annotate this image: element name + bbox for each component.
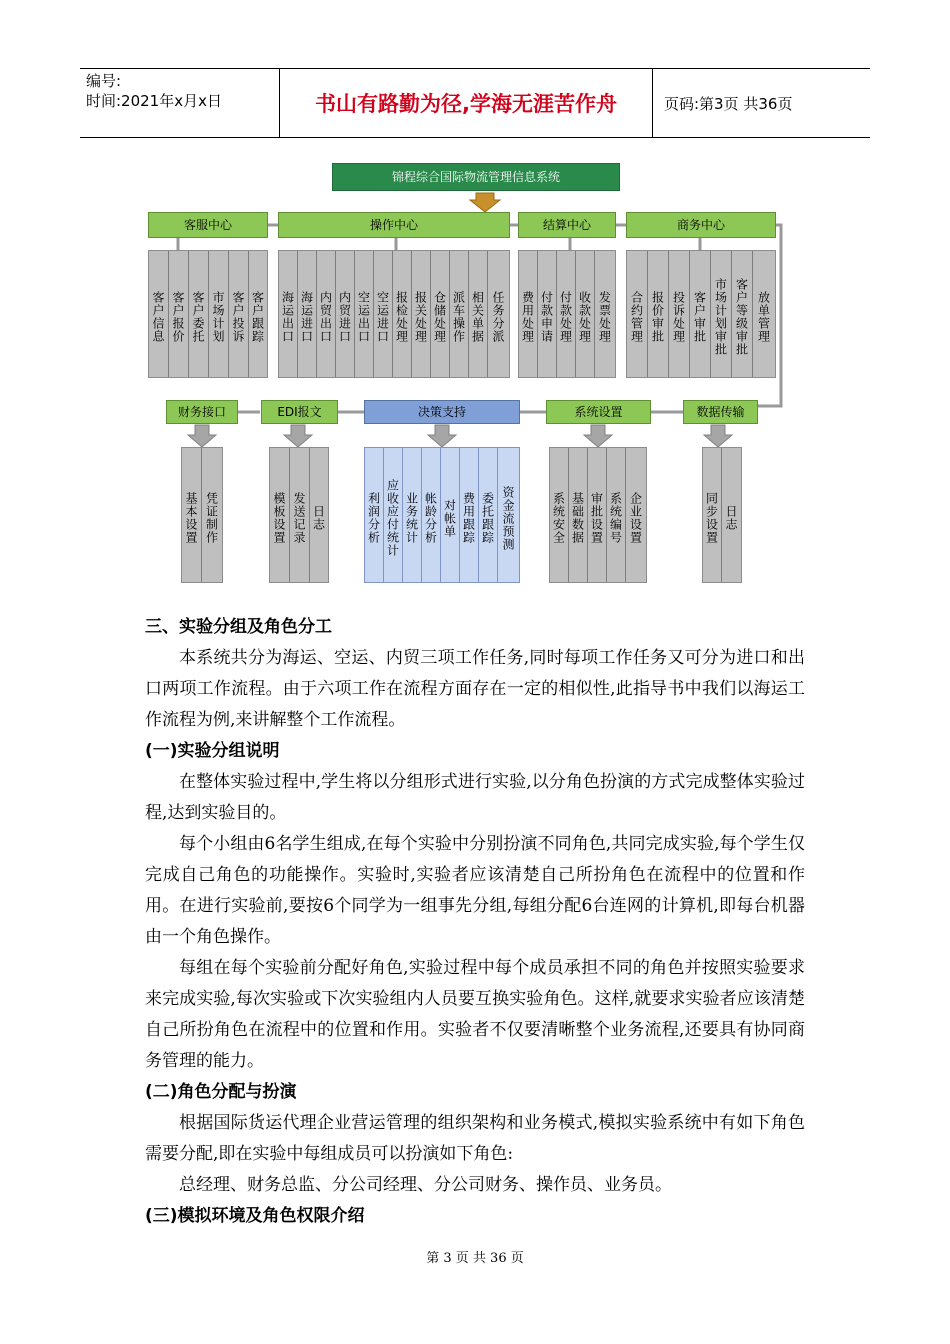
item-label: 空运进口	[375, 291, 390, 343]
item-box	[469, 251, 488, 377]
item-label: 系统安全	[551, 492, 566, 544]
item-box	[669, 251, 690, 377]
item-label: 付款申请	[539, 291, 554, 343]
panel-settlement	[518, 250, 616, 378]
item-box	[626, 448, 646, 582]
item-box	[149, 251, 169, 377]
item-box	[202, 448, 222, 582]
item-box	[711, 251, 732, 377]
panel-business	[626, 250, 776, 378]
item-box	[422, 448, 441, 582]
item-label: 日志	[724, 505, 738, 531]
group-header-data-transfer: 数据传输	[683, 400, 758, 424]
item-box	[169, 251, 189, 377]
paragraph: 每组在每个实验前分配好角色,实验过程中每个成员承担不同的角色并按照实验要求来完成实验,每次实验或下次实验组内人员要互换实验角色。这样,就要求实验者应该清楚自己所扮角色在流程中的位置和作用。实验者不仅要清晰整个业务流程,还要具有协同商务管理的能力。	[145, 958, 805, 1071]
item-label: 费用处理	[520, 291, 535, 343]
item-label: 应收应付统计	[385, 479, 400, 557]
group-header-service: 客服中心	[148, 212, 268, 238]
page-footer: 第 3 页 共 36 页	[426, 1251, 524, 1266]
subsection-title: (三)模拟环境及角色权限介绍	[145, 1206, 365, 1226]
item-label: 相关单据	[470, 291, 485, 343]
item-label: 客户投诉	[231, 291, 245, 343]
item-label: 报关处理	[413, 291, 428, 343]
item-label: 客户审批	[692, 291, 707, 343]
item-label: 市场计划	[211, 291, 225, 343]
paragraph: 每个小组由6名学生组成,在每个实验中分别扮演不同角色,共同完成实验,每个学生仅完成自己角色的功能操作。实验时,实验者应该清楚自己所扮角色在流程中的位置和作用。在进行实验前,要按6个同学为一组事先分组,每组分配6台连网的计算机,即每台机器由一个角色操作。	[145, 834, 805, 947]
item-box	[229, 251, 249, 377]
page-header	[80, 68, 870, 138]
item-box	[722, 448, 741, 582]
item-box	[393, 251, 412, 377]
panel-data-transfer	[702, 447, 742, 583]
item-box	[270, 448, 290, 582]
item-label: 客户跟踪	[250, 291, 265, 343]
panel-service	[148, 250, 268, 378]
item-box	[310, 448, 328, 582]
diagram-title-box: 锦程综合国际物流管理信息系统	[332, 163, 620, 191]
item-box	[365, 448, 384, 582]
item-label: 海运出口	[280, 291, 295, 343]
item-label: 发票处理	[597, 291, 612, 343]
panel-edi	[269, 447, 329, 583]
item-box	[403, 448, 422, 582]
item-box	[576, 251, 595, 377]
item-label: 系统编号	[608, 492, 623, 544]
panel-system-settings	[549, 447, 647, 583]
item-box	[569, 448, 588, 582]
item-label: 内贸进口	[337, 291, 352, 343]
item-box	[627, 251, 648, 377]
paragraph: 本系统共分为海运、空运、内贸三项工作任务,同时每项工作任务又可分为进口和出口两项工作流程。由于六项工作在流程方面存在一定的相似性,此指导书中我们以海运工作流程为例,来讲解整个工作流程。	[145, 648, 805, 730]
item-box	[279, 251, 298, 377]
item-box	[298, 251, 317, 377]
item-box	[607, 448, 626, 582]
item-box	[355, 251, 374, 377]
panel-operation	[278, 250, 510, 378]
item-box	[336, 251, 355, 377]
item-label: 利润分析	[366, 492, 381, 544]
group-header-settlement: 结算中心	[518, 212, 616, 238]
item-label: 客户委托	[191, 291, 205, 343]
item-label: 收款处理	[577, 291, 592, 343]
item-label: 基础数据	[570, 492, 585, 544]
item-box	[249, 251, 267, 377]
group-header-business: 商务中心	[626, 212, 776, 238]
item-box	[189, 251, 209, 377]
item-label: 付款处理	[558, 291, 573, 343]
item-box	[648, 251, 669, 377]
item-label: 委托跟踪	[480, 492, 495, 544]
item-label: 任务分派	[491, 291, 505, 343]
group-header-edi: EDI报文	[261, 400, 338, 424]
item-box	[557, 251, 576, 377]
item-box	[182, 448, 202, 582]
item-box	[690, 251, 711, 377]
item-label: 客户报价	[171, 291, 185, 343]
item-label: 空运出口	[356, 291, 371, 343]
paragraph: 在整体实验过程中,学生将以分组形式进行实验,以分角色扮演的方式完成整体实验过程,达到实验目的。	[145, 772, 805, 823]
item-label: 放单管理	[756, 291, 771, 343]
item-label: 市场计划审批	[713, 278, 728, 356]
item-label: 模板设置	[272, 492, 286, 544]
item-label: 凭证制作	[204, 492, 219, 544]
item-box	[538, 251, 557, 377]
item-label: 报检处理	[394, 291, 409, 343]
time-label: 时间:2021年x月x日	[86, 92, 222, 110]
number-label: 编号:	[86, 72, 122, 90]
item-box	[595, 251, 615, 377]
item-box	[488, 251, 509, 377]
group-header-finance-interface: 财务接口	[166, 400, 238, 424]
group-header-decision: 决策支持	[364, 400, 520, 424]
item-label: 投诉处理	[671, 291, 686, 343]
item-label: 客户等级审批	[734, 278, 749, 356]
item-box	[290, 448, 310, 582]
item-label: 客户信息	[151, 291, 165, 343]
item-label: 内贸出口	[318, 291, 333, 343]
item-box	[317, 251, 336, 377]
item-label: 仓储处理	[432, 291, 447, 343]
subsection-title: (二)角色分配与扮演	[145, 1082, 297, 1102]
item-label: 基本设置	[184, 492, 198, 544]
item-label: 合约管理	[629, 291, 644, 343]
item-box	[441, 448, 460, 582]
paragraph: 总经理、财务总监、分公司经理、分公司财务、操作员、业务员。	[179, 1175, 672, 1195]
item-label: 帐龄分析	[423, 492, 438, 544]
item-box	[431, 251, 450, 377]
item-box	[519, 251, 538, 377]
item-label: 同步设置	[704, 492, 719, 544]
section-title: 三、实验分组及角色分工	[145, 617, 332, 637]
item-box	[479, 448, 498, 582]
item-box	[384, 448, 403, 582]
item-box	[460, 448, 479, 582]
item-box	[703, 448, 722, 582]
item-box	[412, 251, 431, 377]
paragraph: 根据国际货运代理企业营运管理的组织架构和业务模式,模拟实验系统中有如下角色需要分配,即在实验中每组成员可以扮演如下角色:	[145, 1113, 805, 1164]
group-header-operation: 操作中心	[278, 212, 510, 238]
item-box	[450, 251, 469, 377]
item-label: 资金流预测	[501, 485, 515, 551]
item-box	[498, 448, 519, 582]
item-label: 派车操作	[451, 291, 466, 343]
item-box	[209, 251, 229, 377]
subsection-title: (一)实验分组说明	[145, 741, 280, 761]
group-header-system-settings: 系统设置	[546, 400, 651, 424]
item-box	[732, 251, 753, 377]
item-label: 日志	[311, 505, 326, 531]
header-meta	[80, 69, 280, 137]
item-label: 报价审批	[650, 291, 665, 343]
item-box	[374, 251, 393, 377]
panel-decision	[364, 447, 520, 583]
item-label: 发送记录	[292, 492, 306, 544]
item-label: 审批设置	[589, 492, 604, 544]
item-box	[550, 448, 569, 582]
item-box	[588, 448, 607, 582]
item-label: 对帐单	[442, 498, 457, 538]
item-box	[753, 251, 775, 377]
body-text	[145, 612, 805, 1232]
panel-finance-interface	[181, 447, 223, 583]
item-label: 企业设置	[628, 492, 643, 544]
item-label: 业务统计	[404, 492, 419, 544]
header-motto: 书山有路勤为径,学海无涯苦作舟	[280, 69, 653, 137]
item-label: 费用跟踪	[461, 492, 476, 544]
header-page-info: 页码:第3页 共36页	[664, 94, 793, 113]
item-label: 海运进口	[299, 291, 314, 343]
